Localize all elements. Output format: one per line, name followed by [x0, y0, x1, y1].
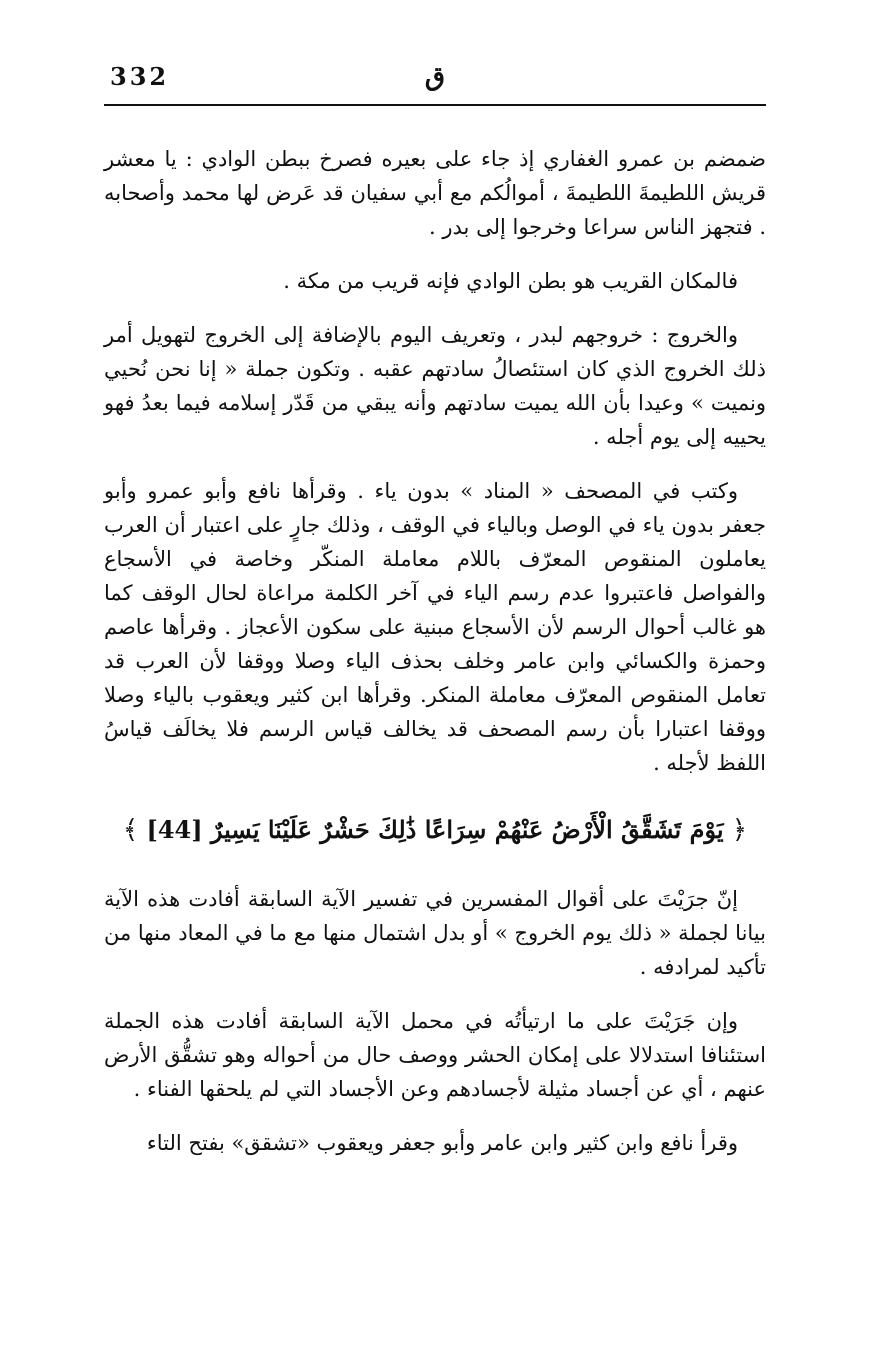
paragraph: ضمضم بن عمرو الغفاري إذ جاء على بعيره فصرخ ببطن الوادي : يا معشر قريش اللطيمةَ اللطيمةَ ، أموالُكم مع أبي سفيان قد عَرض لها محمد وأصحابه . فتجهز الناس سراعا وخرجوا إلى بدر . [104, 147, 766, 239]
body-text [104, 142, 766, 1180]
header-rule [104, 104, 766, 106]
running-head: ق [424, 62, 446, 92]
paragraph: وكتب في المصحف « المناد » بدون ياء . وقرأها نافع وأبو عمرو وأبو جعفر بدون ياء في الوصل وبالياء في الوقف ، وذلك جارٍ على اعتبار أن العرب يعاملون المنقوص المعرّف باللام معاملة المنكّر وخاصة في الأسجاع والفواصل فاعتبروا عدم رسم الياء في آخر الكلمة مراعاة لحال الوقف كما هو غالب أحوال الرسم لأن الأسجاع مبنية على سكون الأعجاز . وقرأها عاصم وحمزة والكسائي وابن عامر وخلف بحذف الياء وصلا ووقفا لأن العرب قد تعامل المنقوص المعرّف معاملة المنكر. وقرأها ابن كثير ويعقوب بالياء وصلا ووقفا اعتبارا بأن رسم المصحف قد يخالف قياس الرسم فلا يخالَف قياسُ اللفظ لأجله . [104, 479, 766, 775]
quran-verse [104, 808, 766, 852]
page-header [104, 62, 766, 102]
paragraph: والخروج : خروجهم لبدر ، وتعريف اليوم بالإضافة إلى الخروج لتهويل أمر ذلك الخروج الذي كان استئصالُ سادتهم عقبه . وتكون جملة « إنا نحن نُحيي ونميت » وعيدا بأن الله يميت سادتهم وأنه يبقي من قَدّر إسلامه فيما بعدُ فهو يحييه إلى يوم أجله . [104, 323, 766, 449]
verse-close-bracket: ﴾ [122, 815, 139, 845]
paragraph: إنّ جرَيْتَ على أقوال المفسرين في تفسير الآية السابقة أفادت هذه الآية بيانا لجملة « ذلك يوم الخروج » أو بدل اشتمال منها مع ما في المعاد منها من تأكيد لمرادفه . [104, 887, 766, 979]
verse-text: يَوْمَ تَشَقَّقُ الْأَرْضُ عَنْهُمْ سِرَاعًا ذَٰلِكَ حَشْرٌ عَلَيْنَا يَسِيرٌ [44] [146, 815, 724, 844]
paragraph: فالمكان القريب هو بطن الوادي فإنه قريب من مكة . [283, 269, 738, 293]
verse-open-bracket: ﴿ [731, 815, 748, 845]
paragraph: وإن جَرَيْتَ على ما ارتيأتُه في محمل الآية السابقة أفادت هذه الجملة استئنافا استدلالا على إمكان الحشر ووصف حال من أحواله وهو تشقُّق الأرض عنهم ، أي عن أجساد مثيلة لأجسادهم وعن الأجساد التي لم يلحقها الفناء . [104, 1009, 766, 1101]
paragraph: وقرأ نافع وابن كثير وابن عامر وأبو جعفر ويعقوب «تشقق» بفتح التاء [146, 1131, 738, 1155]
page-number: 332 [110, 62, 170, 91]
